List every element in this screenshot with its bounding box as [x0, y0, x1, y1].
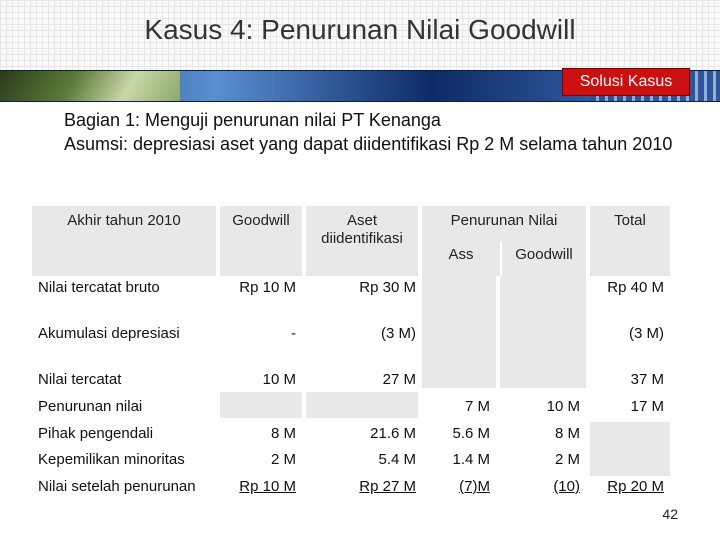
header-aset-diidentifikasi: Aset diidentifikasi: [306, 206, 418, 276]
solusi-kasus-badge: Solusi Kasus: [562, 68, 690, 96]
cell-ass: 7 M: [464, 398, 490, 415]
cell-aset: Rp 27 M: [359, 478, 416, 495]
cell-total: (3 M): [629, 325, 664, 342]
header-ass: Ass: [422, 240, 500, 276]
cell-goodwill: Rp 10 M: [239, 478, 296, 495]
header-penurunan-nilai: Penurunan Nilai: [422, 206, 586, 242]
shade-gw-top: [500, 276, 586, 388]
row-label-penurunan-nilai: Penurunan nilai: [38, 398, 143, 415]
cell-gw: (10): [553, 478, 580, 495]
banner-image-left: [0, 71, 180, 101]
row-label-kepemilikan-minoritas: Kepemilikan minoritas: [38, 451, 185, 468]
cell-ass: (7)M: [459, 478, 490, 495]
shade-goodwill-penurunan: [220, 392, 302, 418]
shade-ass-top: [422, 276, 496, 388]
cell-goodwill: Rp 10 M: [239, 279, 296, 296]
cell-gw: 10 M: [546, 398, 580, 415]
row-label-akumulasi-depresiasi: Akumulasi depresiasi: [38, 325, 180, 342]
cell-ass: 1.4 M: [452, 451, 490, 468]
shade-total-mid: [590, 422, 670, 476]
cell-goodwill: 10 M: [262, 371, 296, 388]
row-label-nilai-tercatat-bruto: Nilai tercatat bruto: [38, 279, 160, 296]
row-label-nilai-tercatat: Nilai tercatat: [38, 371, 122, 388]
header-goodwill-sub: Goodwill: [502, 240, 586, 276]
row-label-nilai-setelah-penurunan: Nilai setelah penurunan: [38, 478, 196, 495]
slide-title: Kasus 4: Penurunan Nilai Goodwill: [144, 14, 576, 45]
page-number: 42: [662, 506, 678, 522]
header-goodwill: Goodwill: [220, 206, 302, 276]
cell-aset: 5.4 M: [378, 451, 416, 468]
cell-aset: 21.6 M: [370, 425, 416, 442]
header-akhir-tahun: Akhir tahun 2010: [32, 206, 216, 276]
assumption-text: Asumsi: depresiasi aset yang dapat diidentifikasi Rp 2 M selama tahun 2010: [64, 134, 673, 154]
cell-aset: Rp 30 M: [359, 279, 416, 296]
cell-goodwill: -: [291, 325, 296, 342]
cell-goodwill: 8 M: [270, 425, 296, 442]
cell-aset: 27 M: [382, 371, 416, 388]
cell-total: 37 M: [630, 371, 664, 388]
cell-ass: 5.6 M: [452, 425, 490, 442]
cell-total: Rp 40 M: [607, 279, 664, 296]
intro-block: [64, 108, 684, 156]
cell-goodwill: 2 M: [270, 451, 296, 468]
cell-gw: 8 M: [554, 425, 580, 442]
row-label-pihak-pengendali: Pihak pengendali: [38, 425, 154, 442]
header-total: Total: [590, 206, 670, 276]
cell-aset: (3 M): [381, 325, 416, 342]
section-heading: Bagian 1: Menguji penurunan nilai PT Kenanga: [64, 110, 441, 130]
cell-gw: 2 M: [554, 451, 580, 468]
cell-total: Rp 20 M: [607, 478, 664, 495]
shade-aset-penurunan: [306, 392, 418, 418]
cell-total: 17 M: [630, 398, 664, 415]
